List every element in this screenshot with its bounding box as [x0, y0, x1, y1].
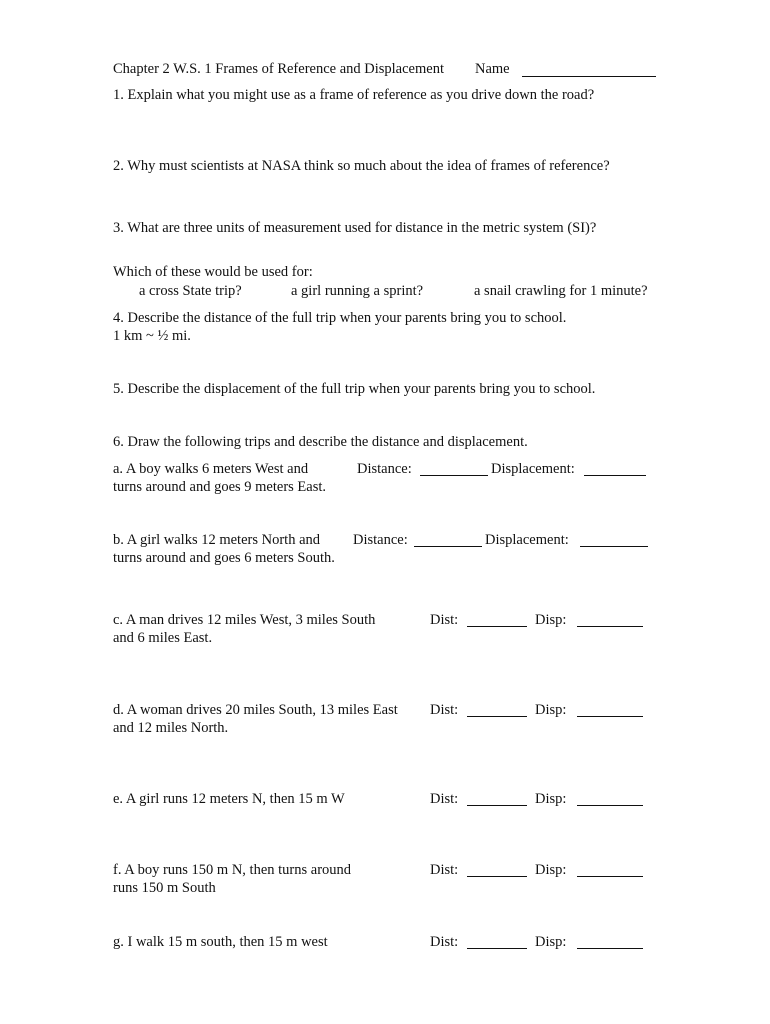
question-4: 4. Describe the distance of the full trip when your parents bring you to school. — [113, 310, 567, 326]
question-3-option-2: a girl running a sprint? — [291, 283, 424, 299]
question-1: 1. Explain what you might use as a frame of reference as you drive down the road? — [113, 87, 595, 103]
trip-c-dist-label: Dist: — [430, 612, 459, 628]
trip-c-disp-label: Disp: — [535, 612, 567, 628]
trip-d-disp-label: Disp: — [535, 702, 567, 718]
trip-g-line-1: g. I walk 15 m south, then 15 m west — [113, 934, 328, 950]
question-3-option-3: a snail crawling for 1 minute? — [474, 283, 648, 299]
trip-d-disp-blank[interactable] — [577, 704, 643, 717]
trip-f-disp-blank[interactable] — [577, 864, 643, 877]
trip-a-line-1: a. A boy walks 6 meters West and — [113, 461, 309, 477]
trip-b-line-1: b. A girl walks 12 meters North and — [113, 532, 321, 548]
question-5: 5. Describe the displacement of the full trip when your parents bring you to school. — [113, 381, 596, 397]
trip-a-distance-blank[interactable] — [420, 463, 488, 476]
trip-f-line-2: runs 150 m South — [113, 880, 216, 896]
trip-d-dist-blank[interactable] — [467, 704, 527, 717]
trip-c-dist-blank[interactable] — [467, 614, 527, 627]
trip-c-line-1: c. A man drives 12 miles West, 3 miles South — [113, 612, 376, 628]
trip-e-dist-label: Dist: — [430, 791, 459, 807]
trip-f-disp-label: Disp: — [535, 862, 567, 878]
trip-d-dist-label: Dist: — [430, 702, 459, 718]
trip-a-line-2: turns around and goes 9 meters East. — [113, 479, 327, 495]
trip-e-disp-label: Disp: — [535, 791, 567, 807]
question-3-option-1: a cross State trip? — [139, 283, 242, 299]
name-blank[interactable] — [522, 64, 656, 77]
trip-g-disp-label: Disp: — [535, 934, 567, 950]
question-4-note: 1 km ~ ½ mi. — [113, 328, 191, 344]
trip-e-dist-blank[interactable] — [467, 793, 527, 806]
trip-b-displacement-blank[interactable] — [580, 534, 648, 547]
trip-g-dist-label: Dist: — [430, 934, 459, 950]
question-3: 3. What are three units of measurement used for distance in the metric system (SI)? — [113, 220, 597, 236]
trip-b-line-2: turns around and goes 6 meters South. — [113, 550, 335, 566]
trip-f-dist-label: Dist: — [430, 862, 459, 878]
question-2: 2. Why must scientists at NASA think so much about the idea of frames of reference? — [113, 158, 610, 174]
trip-e-line-1: e. A girl runs 12 meters N, then 15 m W — [113, 791, 345, 807]
name-label: Name — [475, 61, 510, 77]
trip-b-distance-blank[interactable] — [414, 534, 482, 547]
trip-d-line-2: and 12 miles North. — [113, 720, 229, 736]
worksheet-title: Chapter 2 W.S. 1 Frames of Reference and Displacement — [113, 61, 444, 77]
trip-a-displacement-blank[interactable] — [584, 463, 646, 476]
trip-g-dist-blank[interactable] — [467, 936, 527, 949]
trip-c-disp-blank[interactable] — [577, 614, 643, 627]
trip-a-distance-label: Distance: — [357, 461, 412, 477]
question-6: 6. Draw the following trips and describe the distance and displacement. — [113, 434, 528, 450]
trip-e-disp-blank[interactable] — [577, 793, 643, 806]
trip-d-line-1: d. A woman drives 20 miles South, 13 miles East — [113, 702, 398, 718]
trip-c-line-2: and 6 miles East. — [113, 630, 213, 646]
trip-f-line-1: f. A boy runs 150 m N, then turns around — [113, 862, 352, 878]
trip-a-displacement-label: Displacement: — [491, 461, 575, 477]
trip-b-displacement-label: Displacement: — [485, 532, 569, 548]
trip-f-dist-blank[interactable] — [467, 864, 527, 877]
question-3-sub: Which of these would be used for: — [113, 264, 313, 280]
trip-b-distance-label: Distance: — [353, 532, 408, 548]
trip-g-disp-blank[interactable] — [577, 936, 643, 949]
